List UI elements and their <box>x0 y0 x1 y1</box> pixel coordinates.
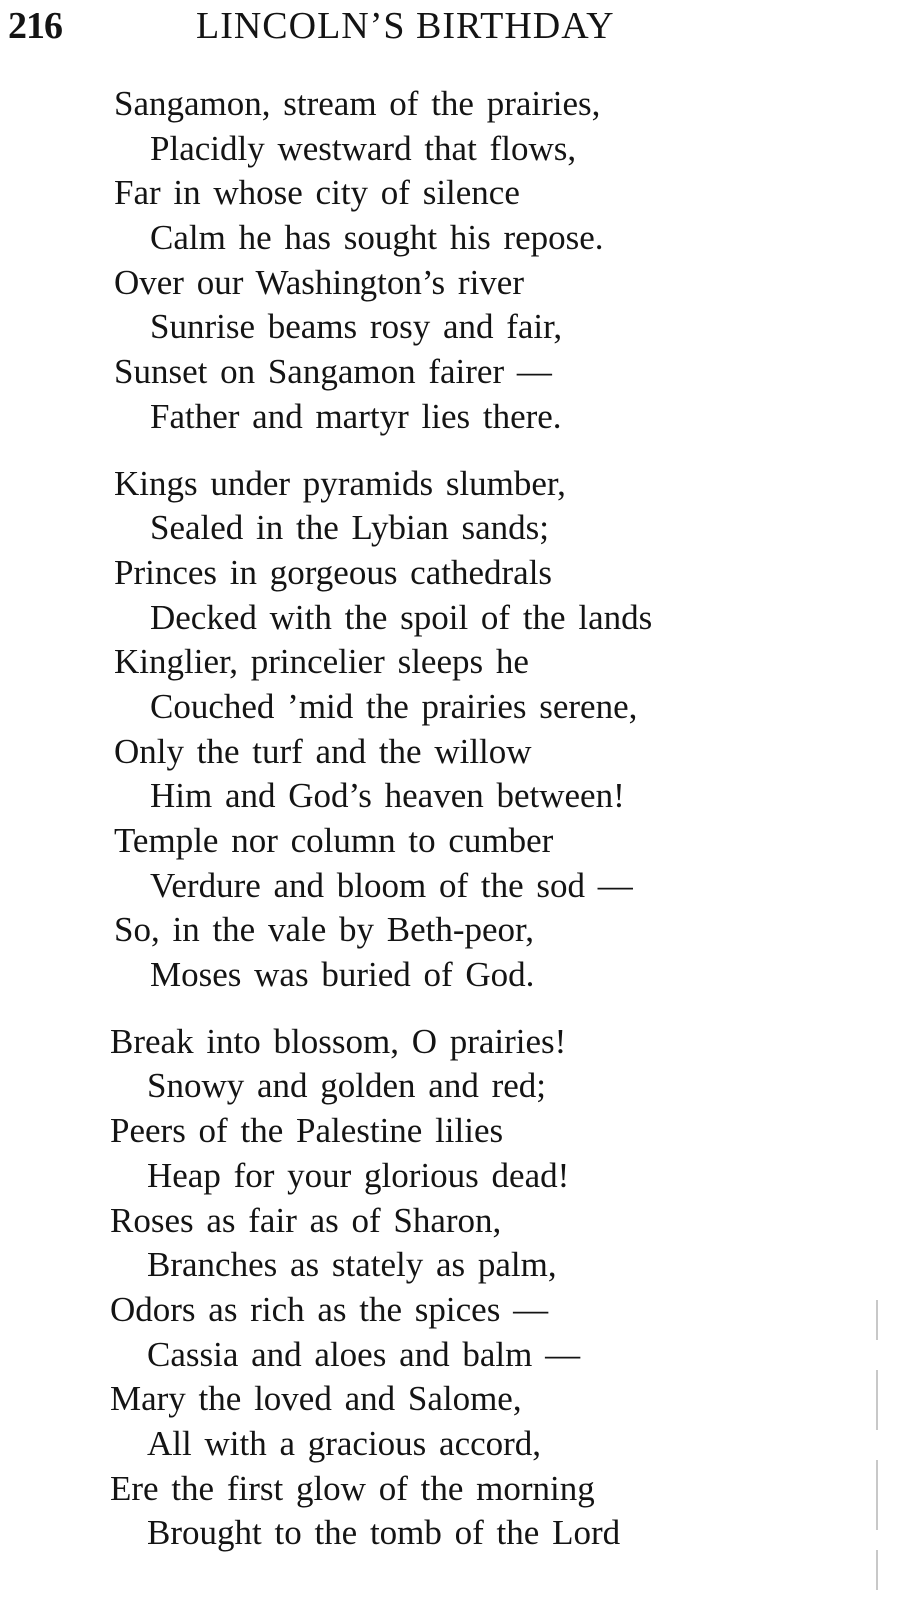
poem-line: Break into blossom, O prairies! <box>110 1021 567 1061</box>
poem-line: Over our Washington’s river <box>114 262 524 302</box>
poem-line: Brought to the tomb of the Lord <box>147 1513 621 1553</box>
scan-mark <box>876 1550 878 1590</box>
poem-line: Snowy and golden and red; <box>147 1066 546 1106</box>
page-edge-scan-marks <box>876 1300 882 1600</box>
poem-line: Cassia and aloes and balm — <box>147 1334 581 1374</box>
scan-mark <box>876 1300 878 1340</box>
scan-mark <box>876 1370 878 1430</box>
poem-line: Princes in gorgeous cathedrals <box>114 552 553 592</box>
poem-line: Calm he has sought his repose. <box>150 218 604 258</box>
poem-line: All with a gracious accord, <box>147 1423 542 1463</box>
running-head-title: LINCOLN’S BIRTHDAY <box>196 5 615 47</box>
poem-line: Temple nor column to cumber <box>114 821 554 860</box>
poem-line: Sunrise beams rosy and fair, <box>150 307 563 347</box>
poem-line: Decked with the spoil of the lands <box>150 597 653 637</box>
poem-line: Far in whose city of silence <box>114 173 520 213</box>
poem-line: Moses was buried of God. <box>150 955 535 995</box>
poem-line: Sangamon, stream of the prairies, <box>114 84 601 123</box>
poem-line: Roses as fair as of Sharon, <box>110 1200 502 1240</box>
poem <box>0 82 900 1556</box>
stanza <box>0 1020 900 1556</box>
poem-line: Kings under pyramids slumber, <box>114 463 566 503</box>
page-number: 216 <box>8 5 62 47</box>
poem-line: Heap for your glorious dead! <box>147 1155 570 1195</box>
poem-line: Sunset on Sangamon fairer — <box>114 352 552 392</box>
poem-line: Placidly westward that flows, <box>150 128 577 168</box>
poem-line: Him and God’s heaven between! <box>150 776 625 816</box>
poem-line: Kinglier, princelier sleeps he <box>114 642 529 682</box>
poem-line: Odors as rich as the spices — <box>110 1289 549 1329</box>
poem-line: Peers of the Palestine lilies <box>110 1111 504 1151</box>
poem-line: Only the turf and the willow <box>114 731 532 771</box>
poem-line: Ere the first glow of the morning <box>110 1468 595 1508</box>
poem-line: Branches as stately as palm, <box>147 1245 557 1285</box>
scan-mark <box>876 1460 878 1530</box>
poem-line: Father and martyr lies there. <box>150 396 562 436</box>
poem-line: Sealed in the Lybian sands; <box>150 508 549 548</box>
poem-line: So, in the vale by Beth-peor, <box>114 910 535 950</box>
poem-line: Mary the loved and Salome, <box>110 1379 522 1419</box>
poem-line: Verdure and bloom of the sod — <box>150 865 633 905</box>
stanza <box>0 82 900 440</box>
stanza <box>0 462 900 998</box>
page-header <box>0 0 900 60</box>
poem-line: Couched ’mid the prairies serene, <box>150 686 638 726</box>
